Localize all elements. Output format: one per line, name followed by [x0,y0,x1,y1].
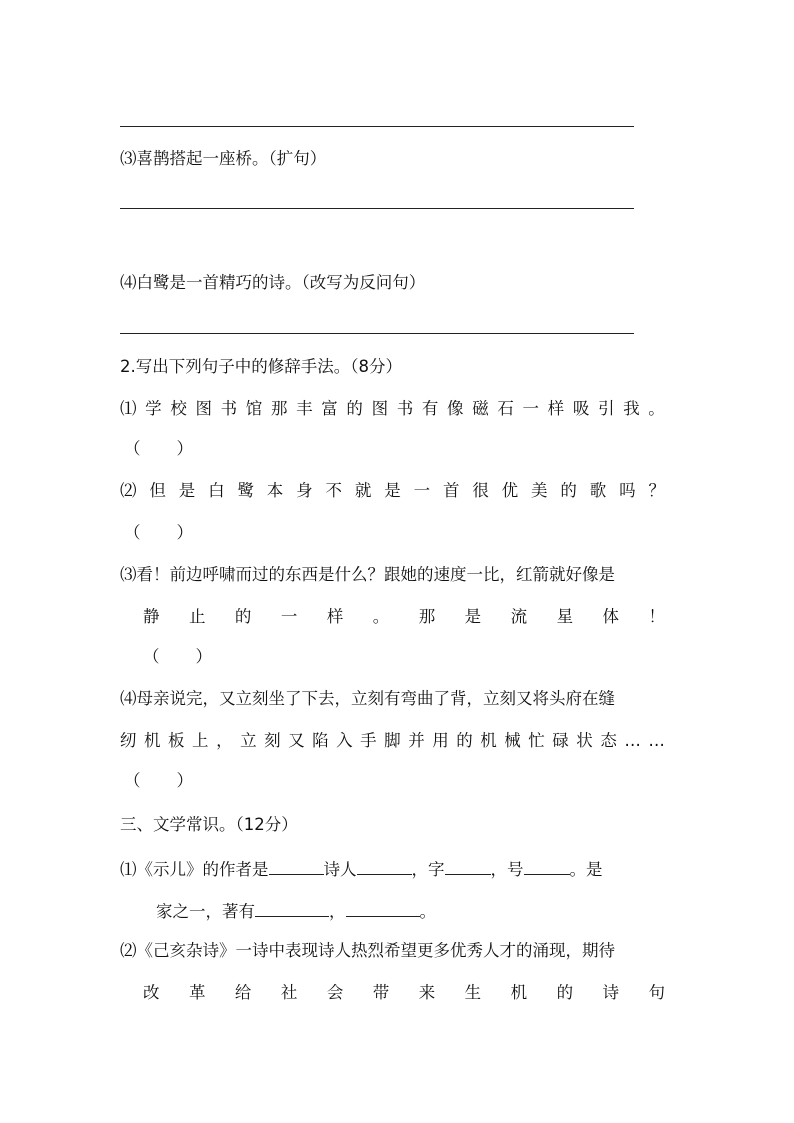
q2-item-4-line2: 纫 机 板 上 ， 立 刻 又 陷 入 手 脚 并 用 的 机 械 忙 碌 状 态 … … [120,731,665,750]
q4-rhetorical-sentence: ⑷白鹭是一首精巧的诗。（改写为反问句） [120,273,426,292]
question-2-title: 2.写出下列句子中的修辞手法。（8分） [120,357,402,376]
answer-parentheses[interactable]: （ ） [124,439,193,458]
answer-parentheses[interactable]: （ ） [143,647,212,666]
s3-q2-line2: 改 革 给 社 会 带 来 生 机 的 诗 句 [143,983,665,1002]
section-3-title: 三、文学常识。（12分） [120,815,298,834]
fill-blank[interactable] [269,856,324,875]
q2-item-3-line2: 静 止 的 一 样 。 那 是 流 星 体 ！ [143,607,665,626]
q3-expand-sentence: ⑶喜鹊搭起一座桥。（扩句） [120,149,327,168]
fill-blank[interactable] [445,856,491,875]
q2-item-2: ⑵ 但 是 白 鹭 本 身 不 就 是 一 首 很 优 美 的 歌 吗 ？ [120,481,665,500]
s3-q1-line1: ⑴《示儿》的作者是 诗人 ，字 ，号 。是 [120,856,603,881]
answer-parentheses[interactable]: （ ） [124,523,193,542]
item-number: ⑴ [120,399,137,418]
answer-line [120,208,634,209]
s3-q1-line2: 家之一，著有 ， 。 [156,898,436,923]
fill-blank[interactable] [524,856,570,875]
s3-q2-line1: ⑵《己亥杂诗》一诗中表现诗人热烈希望更多优秀人才的涌现，期待 [120,941,615,960]
item-number: ⑵ [120,481,137,500]
answer-line [120,333,634,334]
fill-blank[interactable] [357,856,412,875]
fill-blank[interactable] [346,898,420,917]
fill-blank[interactable] [255,898,329,917]
q2-item-4-line1: ⑷母亲说完，又立刻坐了下去，立刻有弯曲了背，立刻又将头府在缝 [120,689,615,708]
answer-line [120,126,634,127]
answer-parentheses[interactable]: （ ） [124,771,193,790]
q2-item-3-line1: ⑶看！前边呼啸而过的东西是什么？跟她的速度一比，红箭就好像是 [120,565,615,584]
q2-item-1: ⑴ 学 校 图 书 馆 那 丰 富 的 图 书 有 像 磁 石 一 样 吸 引 我 。 [120,399,665,418]
